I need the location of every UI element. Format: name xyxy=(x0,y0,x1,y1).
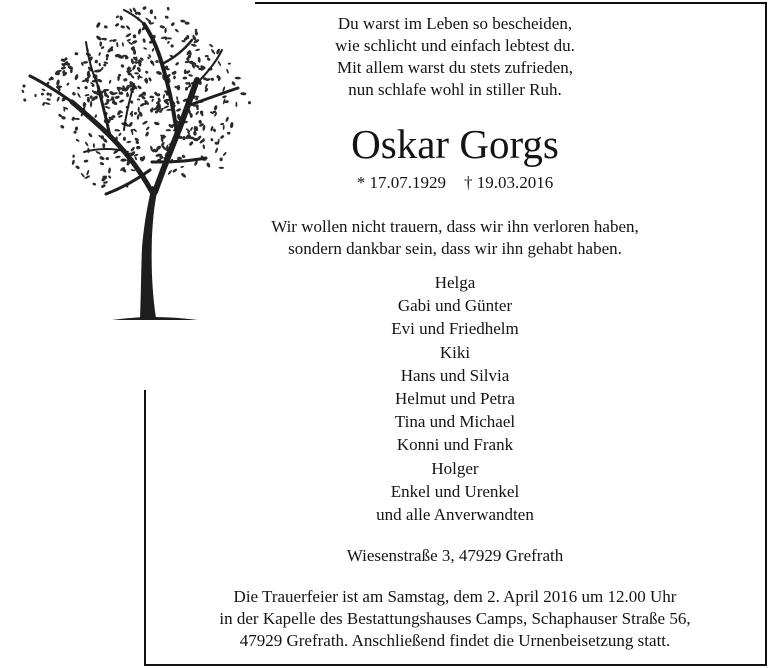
leaf xyxy=(134,72,139,74)
leaf xyxy=(126,38,131,41)
leaf xyxy=(84,175,91,180)
leaf xyxy=(136,146,141,150)
leaf xyxy=(125,25,131,31)
leaf xyxy=(99,41,102,46)
mourners-list xyxy=(150,271,760,526)
leaf xyxy=(56,79,61,86)
poem-line: Du warst im Leben so bescheiden, xyxy=(337,14,573,33)
leaf xyxy=(133,111,137,115)
leaf xyxy=(137,28,142,35)
leaf xyxy=(167,7,170,11)
leaf xyxy=(114,95,120,99)
leaf xyxy=(94,114,98,118)
leaf xyxy=(106,57,109,61)
quote-line: sondern dankbar sein, dass wir ihn gehabt haben. xyxy=(288,239,622,258)
leaf xyxy=(142,38,146,43)
border-left xyxy=(144,390,146,666)
leaf xyxy=(46,98,51,101)
leaf xyxy=(130,146,136,152)
leaf xyxy=(73,130,77,134)
leaf xyxy=(75,165,80,170)
leaf xyxy=(131,64,136,71)
death-date: † 19.03.2016 xyxy=(464,173,554,192)
leaf xyxy=(95,21,101,28)
leaf xyxy=(105,157,109,161)
leaf xyxy=(144,77,148,83)
leaf xyxy=(123,78,128,82)
leaf xyxy=(71,91,76,96)
leaf xyxy=(72,154,75,157)
leaf xyxy=(61,66,67,70)
mourner: Tina und Michael xyxy=(394,412,516,432)
mourner: Gabi und Günter xyxy=(397,296,513,316)
leaf xyxy=(90,101,93,108)
leaf xyxy=(71,159,75,165)
mourner: Helmut und Petra xyxy=(395,389,515,409)
life-dates xyxy=(150,172,760,194)
leaf xyxy=(83,159,88,163)
leaf xyxy=(77,86,81,90)
leaf xyxy=(176,108,182,112)
poem-line: Mit allem warst du stets zufrieden, xyxy=(336,58,574,77)
border-bottom xyxy=(144,664,767,666)
leaf xyxy=(41,92,45,95)
leaf xyxy=(88,132,93,138)
quote-line: Wir wollen nicht trauern, dass wir ihn verloren haben, xyxy=(271,217,639,236)
leaf xyxy=(163,105,169,109)
leaf xyxy=(98,52,101,56)
leaf xyxy=(122,42,125,47)
leaf xyxy=(119,15,123,21)
leaf xyxy=(125,32,132,37)
leaf xyxy=(145,70,149,74)
leaf xyxy=(134,156,137,160)
leaf xyxy=(99,155,105,160)
leaf xyxy=(46,92,50,96)
leaf xyxy=(104,105,110,109)
leaf xyxy=(98,63,101,67)
leaf xyxy=(74,126,78,131)
leaf xyxy=(22,84,26,88)
leaf xyxy=(213,105,218,111)
leaf xyxy=(109,39,113,42)
leaf xyxy=(23,98,27,102)
leaf xyxy=(83,61,89,64)
birth-date: * 17.07.1929 xyxy=(356,173,446,192)
leaf xyxy=(118,132,122,136)
leaf xyxy=(112,39,117,43)
leaf xyxy=(195,111,200,116)
service-line: Die Trauerfeier ist am Samstag, dem 2. April 2016 um 12.00 Uhr xyxy=(233,587,677,606)
leaf xyxy=(132,7,137,13)
leaf xyxy=(138,107,140,112)
leaf xyxy=(56,85,62,88)
leaf xyxy=(108,167,112,174)
leaf xyxy=(128,121,134,127)
leaf xyxy=(143,47,147,50)
leaf xyxy=(42,101,46,106)
leaf xyxy=(84,85,89,90)
mourner: und alle Anverwandten xyxy=(376,505,534,525)
leaf xyxy=(95,60,99,64)
mourner: Konni und Frank xyxy=(396,435,514,455)
service-line: 47929 Grefrath. Anschließend findet die Urnenbeisetzung statt. xyxy=(239,631,671,650)
leaf xyxy=(95,150,101,155)
border-top xyxy=(255,2,767,4)
mourner: Holger xyxy=(431,458,479,478)
leaf xyxy=(87,97,90,103)
leaf xyxy=(66,82,70,86)
leaf xyxy=(86,170,90,176)
leaf xyxy=(133,128,137,132)
leaf xyxy=(145,131,150,137)
leaf xyxy=(60,124,65,129)
leaf xyxy=(102,143,105,148)
funeral-service-info xyxy=(150,586,760,652)
leaf xyxy=(120,25,125,29)
leaf xyxy=(41,88,46,92)
leaf xyxy=(56,96,60,102)
mourner: Hans und Silvia xyxy=(400,365,510,385)
leaf xyxy=(120,158,126,162)
quote xyxy=(150,216,760,260)
leaf xyxy=(236,102,238,107)
leaf xyxy=(114,129,120,132)
leaf xyxy=(95,35,102,41)
service-line: in der Kapelle des Bestattungshauses Camps, Schaphauser Straße 56, xyxy=(219,609,691,628)
address: Wiesenstraße 3, 47929 Grefrath xyxy=(346,546,564,565)
leaf xyxy=(142,120,149,125)
leaf xyxy=(80,172,85,178)
leaf xyxy=(103,25,108,29)
deceased-name: Oskar Gorgs xyxy=(351,121,559,167)
leaf xyxy=(123,137,126,142)
leaf xyxy=(50,93,52,97)
leaf xyxy=(114,23,119,28)
leaf xyxy=(136,66,141,72)
leaf xyxy=(74,52,78,55)
leaf xyxy=(84,141,89,147)
leaf xyxy=(75,138,79,142)
poem-line: wie schlicht und einfach lebtest du. xyxy=(335,36,575,55)
leaf xyxy=(142,6,147,11)
leaf xyxy=(93,143,95,148)
mourner: Kiki xyxy=(439,342,471,362)
border-right xyxy=(765,2,767,666)
leaf xyxy=(119,99,125,104)
leaf xyxy=(137,85,142,90)
leaf xyxy=(77,92,82,98)
leaf xyxy=(115,155,121,158)
leaf xyxy=(115,15,119,19)
mourner: Enkel und Urenkel xyxy=(390,481,520,501)
leaf xyxy=(126,141,131,144)
leaf xyxy=(108,79,111,84)
mourner: Helga xyxy=(434,273,476,292)
mourner: Evi und Friedhelm xyxy=(391,319,519,339)
leaf xyxy=(120,64,125,69)
leaf xyxy=(74,74,79,81)
leaf xyxy=(116,42,119,47)
leaf xyxy=(84,94,89,97)
leaf xyxy=(44,102,51,106)
leaf xyxy=(108,175,112,179)
leaf xyxy=(132,34,136,38)
poem-line: nun schlafe wohl in stiller Ruh. xyxy=(348,80,562,99)
leaf xyxy=(21,89,25,93)
leaf xyxy=(100,184,106,189)
leaf xyxy=(34,94,36,97)
poem xyxy=(150,13,760,101)
leaf xyxy=(248,101,251,104)
leaf xyxy=(99,162,104,166)
leaf xyxy=(137,98,141,101)
leaf xyxy=(74,118,80,121)
leaf xyxy=(92,182,96,186)
